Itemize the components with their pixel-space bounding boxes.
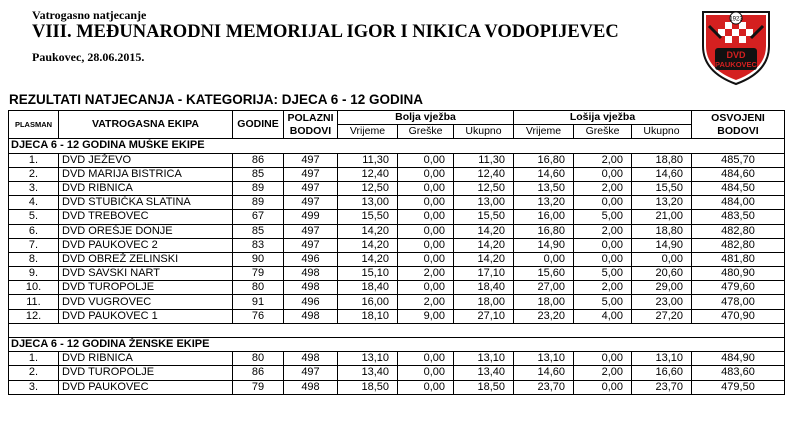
table-cell: DVD PAUKOVEC bbox=[59, 380, 233, 394]
table-cell: 496 bbox=[284, 295, 338, 309]
table-cell: 11,30 bbox=[338, 153, 398, 167]
table-cell: 79 bbox=[233, 380, 284, 394]
table-cell: 484,50 bbox=[692, 181, 785, 195]
table-cell: 14,20 bbox=[338, 224, 398, 238]
table-cell: 482,80 bbox=[692, 238, 785, 252]
table-cell: DVD OBREŽ ZELINSKI bbox=[59, 252, 233, 266]
table-cell: 14,60 bbox=[514, 167, 574, 181]
table-cell: 12. bbox=[9, 309, 59, 323]
organizer-label: Vatrogasno natjecanje bbox=[32, 8, 147, 22]
table-cell: 20,60 bbox=[632, 267, 692, 281]
col-bolja-greske: Greške bbox=[398, 125, 454, 139]
table-cell: 27,10 bbox=[454, 309, 514, 323]
logo-dvd-text: DVD bbox=[726, 50, 746, 60]
table-cell: 483,50 bbox=[692, 210, 785, 224]
col-losija: Lošija vježba bbox=[514, 111, 692, 125]
table-cell: 89 bbox=[233, 196, 284, 210]
table-cell: 0,00 bbox=[574, 167, 632, 181]
table-cell: DVD RIBNICA bbox=[59, 352, 233, 366]
table-cell: 16,00 bbox=[338, 295, 398, 309]
table-cell: 80 bbox=[233, 352, 284, 366]
table-cell: 18,80 bbox=[632, 224, 692, 238]
table-cell: 89 bbox=[233, 181, 284, 195]
table-cell: 5. bbox=[9, 210, 59, 224]
table-cell: 8. bbox=[9, 252, 59, 266]
table-cell: 23,70 bbox=[514, 380, 574, 394]
table-row bbox=[9, 281, 785, 295]
table-cell: DVD OREŠJE DONJE bbox=[59, 224, 233, 238]
table-cell: 17,10 bbox=[454, 267, 514, 281]
table-cell: 498 bbox=[284, 352, 338, 366]
table-cell: 86 bbox=[233, 153, 284, 167]
table-cell: DVD MARIJA BISTRICA bbox=[59, 167, 233, 181]
table-cell: DVD TREBOVEC bbox=[59, 210, 233, 224]
table-cell: DVD VUGROVEC bbox=[59, 295, 233, 309]
col-losija-vrijeme: Vrijeme bbox=[514, 125, 574, 139]
table-cell: 498 bbox=[284, 380, 338, 394]
table-cell: 13,10 bbox=[454, 352, 514, 366]
table-cell: 85 bbox=[233, 224, 284, 238]
table-cell: 482,80 bbox=[692, 224, 785, 238]
table-row bbox=[9, 181, 785, 195]
col-osvojeni: OSVOJENI BODOVI bbox=[692, 111, 785, 139]
table-cell: 18,00 bbox=[454, 295, 514, 309]
table-cell: DVD PAUKOVEC 1 bbox=[59, 309, 233, 323]
col-plasman: PLASMAN bbox=[9, 111, 59, 139]
table-row bbox=[9, 224, 785, 238]
table-cell: 0,00 bbox=[398, 181, 454, 195]
table-cell: DVD TUROPOLJE bbox=[59, 281, 233, 295]
table-row bbox=[9, 267, 785, 281]
table-row bbox=[9, 309, 785, 323]
table-cell: 86 bbox=[233, 366, 284, 380]
table-cell: 13,10 bbox=[514, 352, 574, 366]
table-cell: 0,00 bbox=[398, 153, 454, 167]
table-cell: 480,90 bbox=[692, 267, 785, 281]
table-cell: 484,00 bbox=[692, 196, 785, 210]
table-row bbox=[9, 380, 785, 394]
table-cell: 15,50 bbox=[632, 181, 692, 195]
table-cell: 13,20 bbox=[632, 196, 692, 210]
table-cell: 80 bbox=[233, 281, 284, 295]
table-cell: 14,20 bbox=[454, 224, 514, 238]
table-cell: 2,00 bbox=[574, 224, 632, 238]
logo-paukovec-text: PAUKOVEC bbox=[715, 60, 757, 69]
table-row bbox=[9, 252, 785, 266]
table-cell: 18,40 bbox=[454, 281, 514, 295]
table-cell: 14,90 bbox=[514, 238, 574, 252]
table-cell: 67 bbox=[233, 210, 284, 224]
table-row bbox=[9, 352, 785, 366]
table-cell: DVD SAVSKI NART bbox=[59, 267, 233, 281]
table-cell: 2,00 bbox=[574, 181, 632, 195]
table-cell: 15,10 bbox=[338, 267, 398, 281]
section-title: DJECA 6 - 12 GODINA MUŠKE EKIPE bbox=[9, 139, 785, 153]
col-ekipa: VATROGASNA EKIPA bbox=[59, 111, 233, 139]
table-cell: 91 bbox=[233, 295, 284, 309]
table-cell: 18,00 bbox=[514, 295, 574, 309]
table-cell: 470,90 bbox=[692, 309, 785, 323]
table-cell: 14,20 bbox=[338, 252, 398, 266]
table-cell: 13,10 bbox=[632, 352, 692, 366]
table-cell: 498 bbox=[284, 281, 338, 295]
logo-year: 1923 bbox=[729, 16, 743, 23]
table-cell: 0,00 bbox=[398, 210, 454, 224]
table-cell: 18,50 bbox=[454, 380, 514, 394]
table-cell: 0,00 bbox=[574, 252, 632, 266]
table-cell: 5,00 bbox=[574, 267, 632, 281]
table-cell: 5,00 bbox=[574, 210, 632, 224]
table-row bbox=[9, 210, 785, 224]
table-cell: 21,00 bbox=[632, 210, 692, 224]
section-header bbox=[9, 139, 785, 153]
category-subtitle: REZULTATI NATJECANJA - KATEGORIJA: DJECA 6 - 12 GODINA bbox=[9, 92, 424, 107]
col-bolja-ukupno: Ukupno bbox=[454, 125, 514, 139]
table-cell: 15,50 bbox=[454, 210, 514, 224]
table-cell: 13,40 bbox=[454, 366, 514, 380]
table-cell: 18,10 bbox=[338, 309, 398, 323]
table-cell: 2,00 bbox=[574, 366, 632, 380]
table-cell: 12,50 bbox=[338, 181, 398, 195]
table-cell: 497 bbox=[284, 167, 338, 181]
table-cell: 90 bbox=[233, 252, 284, 266]
table-cell: 13,40 bbox=[338, 366, 398, 380]
table-cell: 14,20 bbox=[454, 238, 514, 252]
table-cell: 15,50 bbox=[338, 210, 398, 224]
table-cell: 12,40 bbox=[338, 167, 398, 181]
table-cell: 11. bbox=[9, 295, 59, 309]
table-cell: 497 bbox=[284, 366, 338, 380]
table-cell: 23,70 bbox=[632, 380, 692, 394]
table-cell: 483,60 bbox=[692, 366, 785, 380]
table-row bbox=[9, 366, 785, 380]
table-cell: 4. bbox=[9, 196, 59, 210]
table-cell: 13,00 bbox=[338, 196, 398, 210]
table-cell: 499 bbox=[284, 210, 338, 224]
table-cell: 0,00 bbox=[398, 252, 454, 266]
table-cell: 0,00 bbox=[574, 352, 632, 366]
table-cell: DVD STUBIČKA SLATINA bbox=[59, 196, 233, 210]
table-cell: 16,80 bbox=[514, 224, 574, 238]
page-title: VIII. MEĐUNARODNI MEMORIJAL IGOR I NIKICA VODOPIJEVEC bbox=[32, 22, 619, 42]
table-cell: 0,00 bbox=[398, 196, 454, 210]
section-title: DJECA 6 - 12 GODINA ŽENSKE EKIPE bbox=[9, 338, 785, 352]
table-cell: 2,00 bbox=[574, 281, 632, 295]
results-table bbox=[8, 110, 785, 395]
table-cell: 0,00 bbox=[398, 238, 454, 252]
table-cell: 0,00 bbox=[398, 366, 454, 380]
section-header bbox=[9, 338, 785, 352]
table-cell: 0,00 bbox=[398, 380, 454, 394]
table-cell: 85 bbox=[233, 167, 284, 181]
table-cell: 29,00 bbox=[632, 281, 692, 295]
table-cell: 3. bbox=[9, 181, 59, 195]
table-cell: 485,70 bbox=[692, 153, 785, 167]
table-cell: 0,00 bbox=[574, 238, 632, 252]
table-cell: 18,80 bbox=[632, 153, 692, 167]
table-cell: 1. bbox=[9, 153, 59, 167]
table-cell: 497 bbox=[284, 153, 338, 167]
table-cell: 14,60 bbox=[632, 167, 692, 181]
table-cell: 497 bbox=[284, 238, 338, 252]
col-godine: GODINE bbox=[233, 111, 284, 139]
table-cell: 4,00 bbox=[574, 309, 632, 323]
table-cell: 13,00 bbox=[454, 196, 514, 210]
table-row bbox=[9, 295, 785, 309]
table-cell: 484,90 bbox=[692, 352, 785, 366]
table-cell: 0,00 bbox=[574, 380, 632, 394]
table-cell: 5,00 bbox=[574, 295, 632, 309]
table-cell: 9,00 bbox=[398, 309, 454, 323]
table-cell: 14,20 bbox=[338, 238, 398, 252]
table-row bbox=[9, 238, 785, 252]
table-cell: 14,60 bbox=[514, 366, 574, 380]
table-cell: 0,00 bbox=[574, 196, 632, 210]
table-cell: 496 bbox=[284, 252, 338, 266]
table-cell: 13,10 bbox=[338, 352, 398, 366]
table-cell: 10. bbox=[9, 281, 59, 295]
place-date: Paukovec, 28.06.2015. bbox=[32, 50, 145, 64]
table-cell: 13,50 bbox=[514, 181, 574, 195]
table-cell: 9. bbox=[9, 267, 59, 281]
table-cell: 497 bbox=[284, 224, 338, 238]
table-cell: 23,00 bbox=[632, 295, 692, 309]
table-cell: DVD JEŽEVO bbox=[59, 153, 233, 167]
table-cell: 14,90 bbox=[632, 238, 692, 252]
table-cell: 2. bbox=[9, 366, 59, 380]
table-cell: 2,00 bbox=[398, 295, 454, 309]
table-cell: 11,30 bbox=[454, 153, 514, 167]
table-cell: 6. bbox=[9, 224, 59, 238]
table-cell: 479,50 bbox=[692, 380, 785, 394]
table-cell: DVD TUROPOLJE bbox=[59, 366, 233, 380]
table-cell: 13,20 bbox=[514, 196, 574, 210]
table-cell: 2,00 bbox=[398, 267, 454, 281]
table-cell: 497 bbox=[284, 181, 338, 195]
table-cell: 0,00 bbox=[398, 167, 454, 181]
table-cell: 497 bbox=[284, 196, 338, 210]
table-cell: 479,60 bbox=[692, 281, 785, 295]
dvd-logo bbox=[695, 6, 777, 86]
table-cell: 484,60 bbox=[692, 167, 785, 181]
col-bolja: Bolja vježba bbox=[338, 111, 514, 125]
table-cell: 18,50 bbox=[338, 380, 398, 394]
section-spacer bbox=[9, 323, 785, 337]
table-cell: 0,00 bbox=[398, 352, 454, 366]
table-cell: 83 bbox=[233, 238, 284, 252]
table-cell: 478,00 bbox=[692, 295, 785, 309]
table-cell: 16,00 bbox=[514, 210, 574, 224]
table-row bbox=[9, 167, 785, 181]
table-cell: 12,50 bbox=[454, 181, 514, 195]
table-cell: 14,20 bbox=[454, 252, 514, 266]
table-cell: 16,60 bbox=[632, 366, 692, 380]
table-cell: 0,00 bbox=[514, 252, 574, 266]
table-cell: 498 bbox=[284, 267, 338, 281]
table-cell: 1. bbox=[9, 352, 59, 366]
table-cell: DVD PAUKOVEC 2 bbox=[59, 238, 233, 252]
table-cell: 0,00 bbox=[398, 281, 454, 295]
table-row bbox=[9, 196, 785, 210]
col-bolja-vrijeme: Vrijeme bbox=[338, 125, 398, 139]
table-cell: 15,60 bbox=[514, 267, 574, 281]
table-row bbox=[9, 153, 785, 167]
table-cell: 23,20 bbox=[514, 309, 574, 323]
col-losija-ukupno: Ukupno bbox=[632, 125, 692, 139]
table-cell: 79 bbox=[233, 267, 284, 281]
table-cell: 0,00 bbox=[632, 252, 692, 266]
table-cell: 0,00 bbox=[398, 224, 454, 238]
table-cell: 498 bbox=[284, 309, 338, 323]
table-cell: 18,40 bbox=[338, 281, 398, 295]
table-cell: 2,00 bbox=[574, 153, 632, 167]
table-cell: 3. bbox=[9, 380, 59, 394]
table-cell: 2. bbox=[9, 167, 59, 181]
table-cell: 27,20 bbox=[632, 309, 692, 323]
col-losija-greske: Greške bbox=[574, 125, 632, 139]
table-cell: 27,00 bbox=[514, 281, 574, 295]
table-cell: 481,80 bbox=[692, 252, 785, 266]
table-cell: 7. bbox=[9, 238, 59, 252]
table-cell: 12,40 bbox=[454, 167, 514, 181]
table-cell: DVD RIBNICA bbox=[59, 181, 233, 195]
table-cell: 76 bbox=[233, 309, 284, 323]
table-cell: 16,80 bbox=[514, 153, 574, 167]
col-polazni: POLAZNI BODOVI bbox=[284, 111, 338, 139]
